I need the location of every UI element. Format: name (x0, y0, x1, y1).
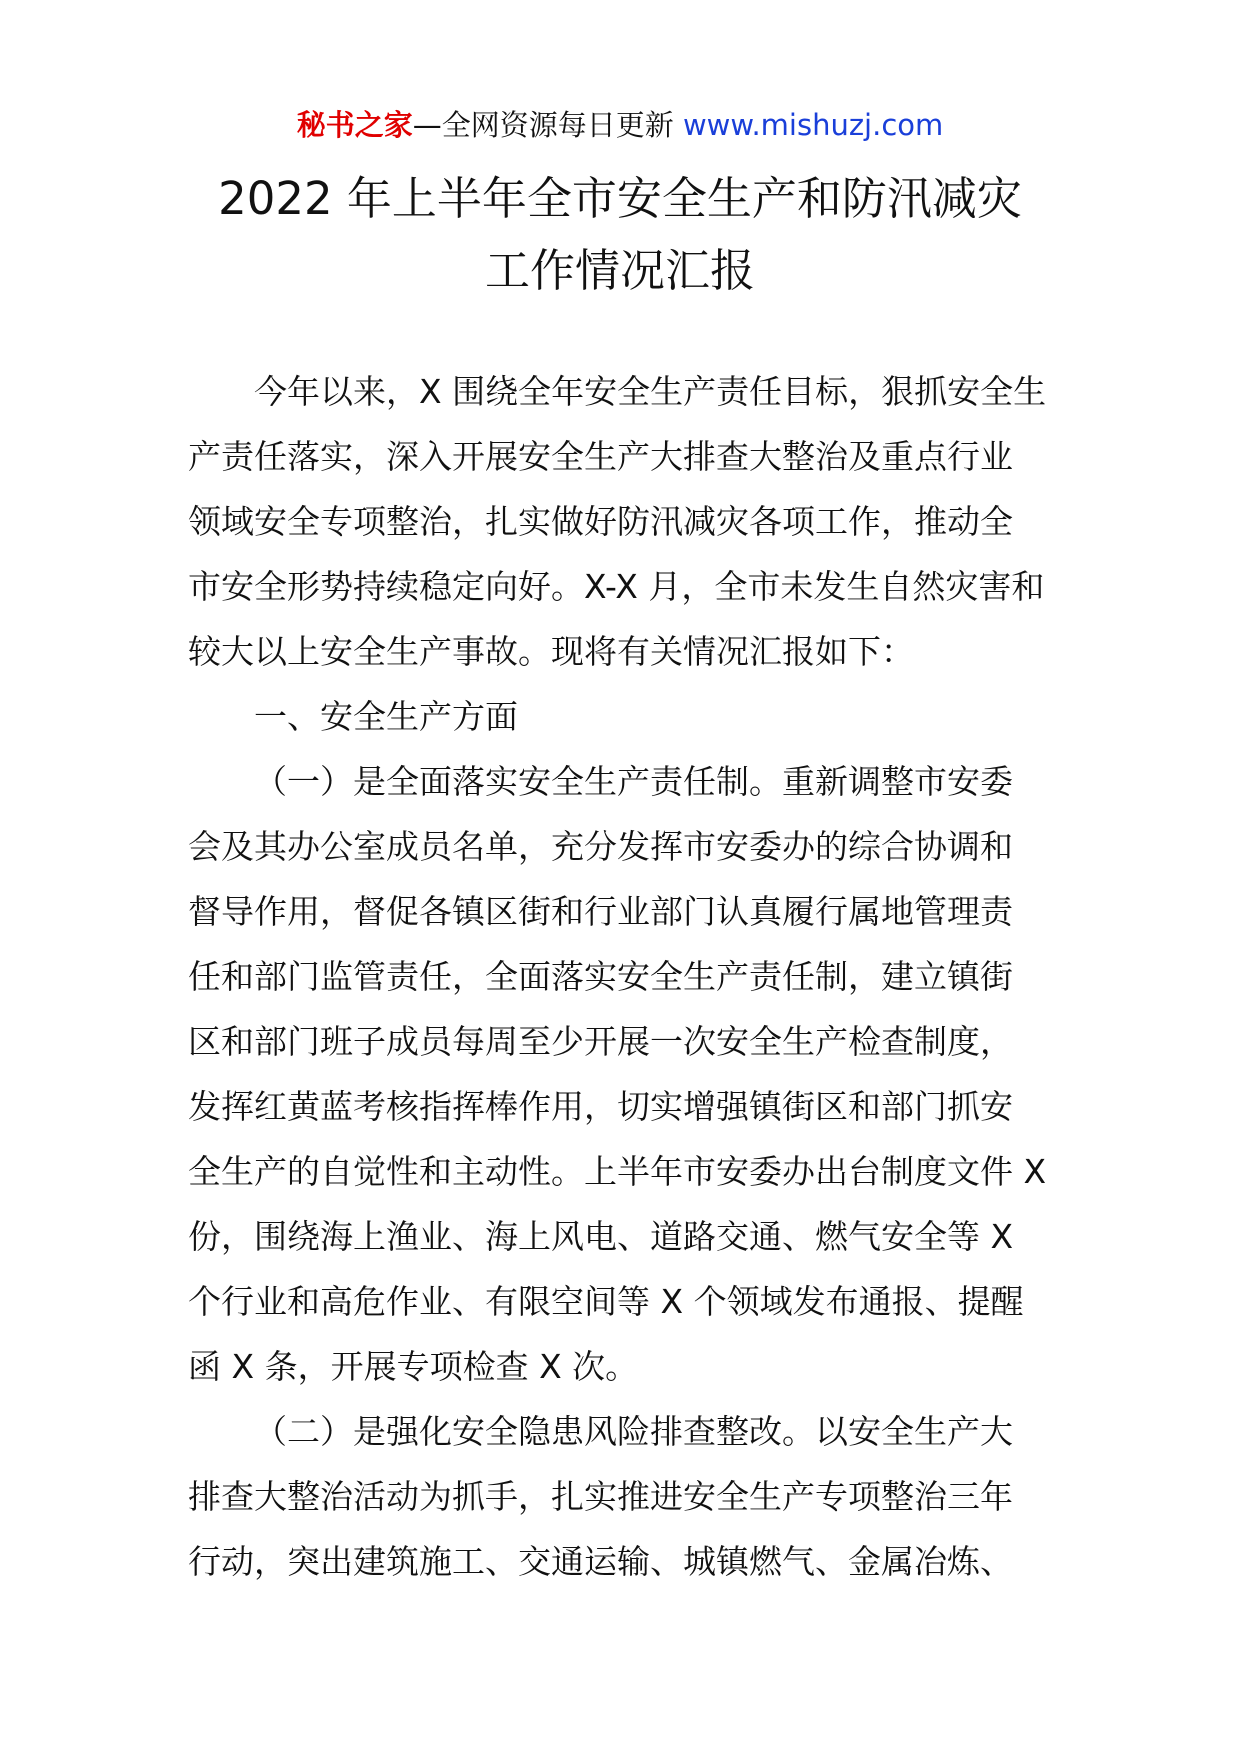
paragraph-line: 督导作用，督促各镇区街和行业部门认真履行属地管理责 (188, 892, 1013, 931)
paragraph-line: （一）是全面落实安全生产责任制。重新调整市安委 (254, 762, 1013, 801)
paragraph-line: 区和部门班子成员每周至少开展一次安全生产检查制度， (188, 1022, 1013, 1061)
paragraph-line: 发挥红黄蓝考核指挥棒作用，切实增强镇街区和部门抓安 (188, 1087, 1013, 1126)
site-url[interactable]: www.mishuzj.com (682, 108, 944, 142)
document-body (188, 359, 1052, 1594)
paragraph-line: 产责任落实，深入开展安全生产大排查大整治及重点行业 (188, 437, 1013, 476)
paragraph-line: 行动，突出建筑施工、交通运输、城镇燃气、金属冶炼、 (188, 1542, 1013, 1581)
header-tagline: —全网资源每日更新 (412, 108, 683, 142)
paragraph-line: 份，围绕海上渔业、海上风电、道路交通、燃气安全等 X (188, 1217, 1014, 1256)
title-line-2: 工作情况汇报 (484, 244, 755, 297)
paragraph-line: 排查大整治活动为抓手，扎实推进安全生产专项整治三年 (188, 1477, 1013, 1516)
title-line-1: 2022 年上半年全市安全生产和防汛减灾 (218, 172, 1022, 225)
paragraph-line: （二）是强化安全隐患风险排查整改。以安全生产大 (254, 1412, 1013, 1451)
paragraph-line: 全生产的自觉性和主动性。上半年市安委办出台制度文件 X (188, 1152, 1047, 1191)
paragraph-line: 函 X 条，开展专项检查 X 次。 (188, 1347, 639, 1386)
paragraph-line: 市安全形势持续稳定向好。X-X 月，全市未发生自然灾害和 (188, 567, 1045, 606)
paragraph-line: 领域安全专项整治，扎实做好防汛减灾各项工作，推动全 (188, 502, 1013, 541)
paragraph-line: 今年以来，X 围绕全年安全生产责任目标，狠抓安全生 (254, 372, 1047, 411)
section-heading: 一、安全生产方面 (254, 697, 518, 736)
paragraph-line: 个行业和高危作业、有限空间等 X 个领域发布通报、提醒 (188, 1282, 1024, 1321)
header-banner (0, 100, 1240, 150)
paragraph-line: 会及其办公室成员名单，充分发挥市安委办的综合协调和 (188, 827, 1013, 866)
paragraph-line: 任和部门监管责任，全面落实安全生产责任制，建立镇街 (188, 957, 1013, 996)
document-title (0, 163, 1240, 307)
brand-name: 秘书之家 (296, 108, 413, 142)
paragraph-line: 较大以上安全生产事故。现将有关情况汇报如下： (188, 632, 914, 671)
